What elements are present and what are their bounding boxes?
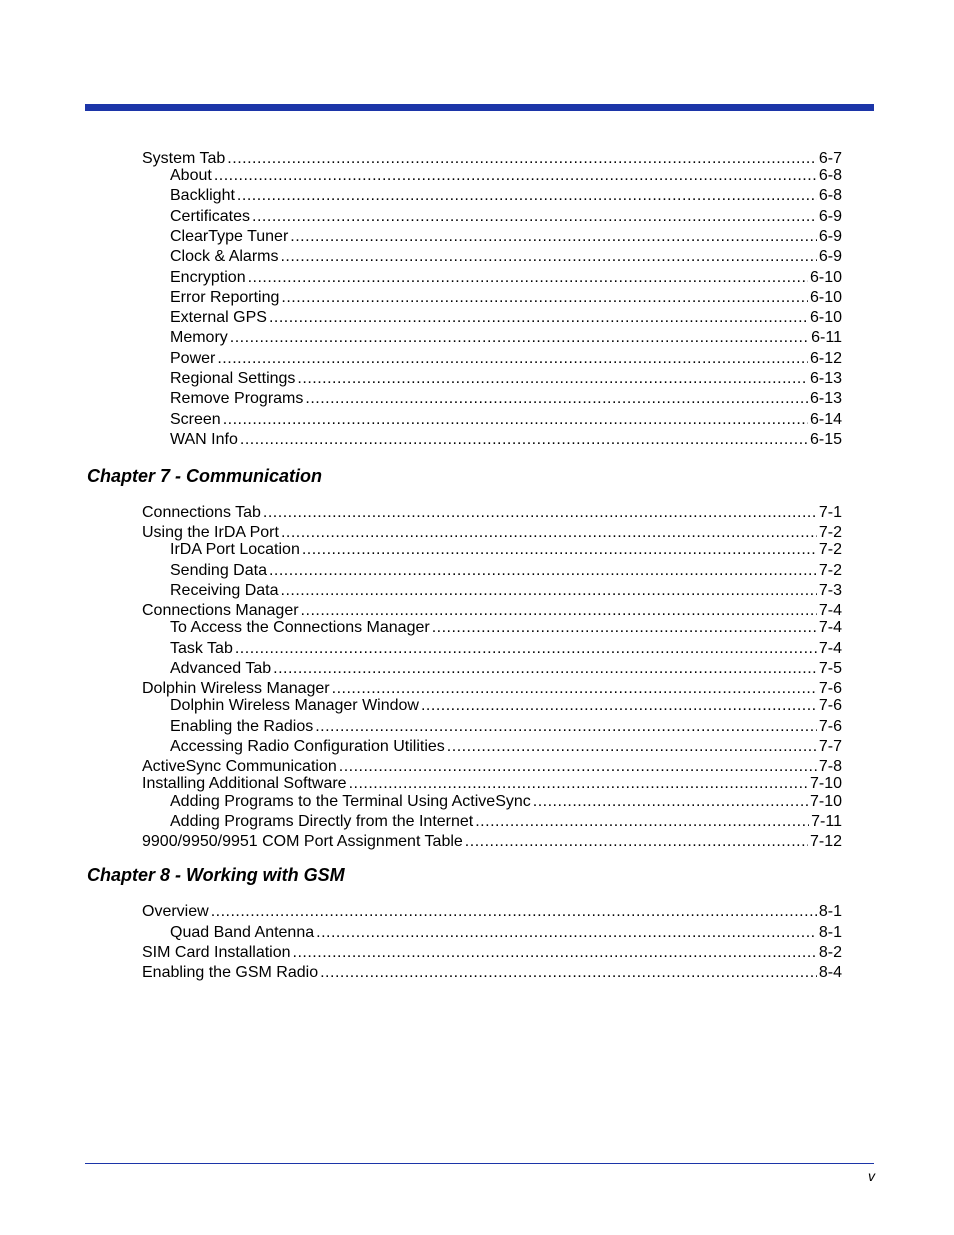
toc-entry[interactable] [170,390,842,408]
toc-entry[interactable] [170,562,842,580]
toc-leader [290,228,817,246]
toc-entry-page: 7-1 [818,504,842,521]
toc-entry-title: Adding Programs Directly from the Internet [170,813,474,830]
toc-leader [230,329,809,347]
toc-entry-page: 7-12 [809,833,842,850]
toc-entry[interactable] [142,903,842,921]
toc-entry-title: Adding Programs to the Terminal Using ActiveSync [170,793,531,810]
toc-entry-page: 7-7 [818,738,842,755]
toc-entry[interactable] [170,269,842,287]
toc-entry-page: 6-9 [818,248,842,265]
toc-entry-page: 7-6 [818,697,842,714]
toc-leader [281,524,817,542]
toc-leader [269,562,817,580]
toc-entry-page: 6-13 [809,370,842,387]
toc-entry-title: About [170,167,212,184]
toc-entry[interactable] [142,944,842,962]
toc-leader [447,738,817,756]
toc-leader [235,640,817,658]
toc-entry[interactable] [142,524,842,542]
toc-entry[interactable] [170,248,842,266]
toc-entry-page: 7-10 [809,775,842,792]
toc-leader [269,309,808,327]
toc-entry-page: 7-4 [818,602,842,619]
toc-entry-page: 7-4 [818,640,842,657]
toc-entry-page: 7-4 [818,619,842,636]
toc-entry-page: 6-7 [818,150,842,167]
toc-leader [248,269,808,287]
toc-entry-page: 6-14 [809,411,842,428]
toc-entry[interactable] [170,660,842,678]
toc-leader [240,431,808,449]
toc-entry-page: 8-2 [818,944,842,961]
toc-entry[interactable] [170,329,842,347]
toc-entry-title: Remove Programs [170,390,304,407]
toc-entry[interactable] [170,541,842,559]
toc-leader [421,697,817,715]
toc-entry-title: Using the IrDA Port [142,524,279,541]
toc-leader [281,582,817,600]
toc-leader [349,775,808,793]
header-rule [85,104,874,111]
toc-entry-title: Screen [170,411,221,428]
toc-leader [316,924,817,942]
toc-entry-title: Overview [142,903,209,920]
toc-entry-page: 7-8 [818,758,842,775]
toc-entry[interactable] [170,619,842,637]
toc-entry[interactable] [142,680,842,698]
toc-entry[interactable] [170,289,842,307]
toc-entry[interactable] [170,718,842,736]
toc-entry-page: 7-6 [818,680,842,697]
toc-entry-title: ActiveSync Communication [142,758,337,775]
toc-leader [315,718,817,736]
toc-entry-page: 8-1 [818,924,842,941]
toc-entry[interactable] [142,150,842,168]
toc-entry-title: Enabling the GSM Radio [142,964,319,981]
toc-entry[interactable] [142,504,842,522]
toc-entry[interactable] [170,228,842,246]
toc-entry-title: Quad Band Antenna [170,924,315,941]
chapter-heading[interactable]: Chapter 7 - Communication [87,466,323,486]
toc-entry-page: 7-6 [818,718,842,735]
toc-entry-title: System Tab [142,150,226,167]
toc-entry-title: To Access the Connections Manager [170,619,430,636]
toc-entry[interactable] [170,411,842,429]
toc-leader [211,903,817,921]
toc-entry[interactable] [170,924,842,942]
toc-leader [301,602,817,620]
toc-entry-page: 6-8 [818,167,842,184]
toc-leader [273,660,817,678]
toc-entry-page: 7-2 [818,562,842,579]
toc-entry-title: 9900/9950/9951 COM Port Assignment Table [142,833,463,850]
toc-leader [217,350,808,368]
toc-leader [237,187,817,205]
chapter-heading[interactable]: Chapter 8 - Working with GSM [87,865,345,885]
toc-entry-page: 7-3 [818,582,842,599]
toc-entry-title: Error Reporting [170,289,280,306]
toc-entry-title: Memory [170,329,228,346]
toc-entry[interactable] [170,738,842,756]
toc-entry[interactable] [170,431,842,449]
toc-leader [332,680,817,698]
toc-entry[interactable] [170,187,842,205]
toc-leader [263,504,817,522]
toc-leader [533,793,808,811]
toc-leader [465,833,808,851]
toc-leader [293,944,817,962]
toc-entry-title: Connections Tab [142,504,261,521]
toc-entry[interactable] [170,697,842,715]
toc-entry-page: 7-10 [809,793,842,810]
toc-entry-title: IrDA Port Location [170,541,300,558]
toc-entry-page: 7-2 [818,541,842,558]
toc-entry-title: Encryption [170,269,246,286]
toc-entry[interactable] [170,167,842,185]
toc-entry-page: 6-12 [809,350,842,367]
toc-entry-title: Accessing Radio Configuration Utilities [170,738,445,755]
toc-entry[interactable] [170,208,842,226]
toc-entry-page: 7-11 [811,813,842,830]
toc-entry[interactable] [142,833,842,851]
toc-entry[interactable] [142,775,842,793]
toc-entry-title: Receiving Data [170,582,279,599]
toc-entry[interactable] [170,309,842,327]
toc-entry-title: Sending Data [170,562,267,579]
toc-entry-title: Power [170,350,216,367]
toc-leader [252,208,817,226]
toc-leader [339,758,817,776]
toc-entry-title: Connections Manager [142,602,299,619]
toc-entry[interactable] [142,964,842,982]
toc-leader [297,370,808,388]
toc-entry[interactable] [170,793,842,811]
footer-rule [85,1163,874,1164]
toc-entry[interactable] [142,602,842,620]
toc-entry-title: Backlight [170,187,235,204]
toc-entry[interactable] [170,640,842,658]
toc-entry-page: 8-1 [818,903,842,920]
toc-entry-page: 6-10 [809,269,842,286]
toc-leader [281,289,808,307]
toc-entry-title: Advanced Tab [170,660,272,677]
toc-entry-page: 6-10 [809,309,842,326]
toc-entry-title: WAN Info [170,431,238,448]
toc-entry-title: External GPS [170,309,267,326]
toc-entry[interactable] [170,582,842,600]
toc-entry-page: 6-13 [809,390,842,407]
toc-entry-title: Enabling the Radios [170,718,314,735]
toc-entry-page: 6-9 [818,208,842,225]
toc-entry-title: Dolphin Wireless Manager Window [170,697,419,714]
toc-entry-page: 7-5 [818,660,842,677]
toc-leader [302,541,817,559]
toc-leader [214,167,817,185]
toc-entry-title: Task Tab [170,640,233,657]
toc-leader [320,964,817,982]
toc-entry[interactable] [142,758,842,776]
toc-entry-title: Dolphin Wireless Manager [142,680,330,697]
toc-entry-title: Certificates [170,208,251,225]
toc-entry-page: 6-10 [809,289,842,306]
toc-entry-title: Installing Additional Software [142,775,347,792]
toc-leader [280,248,816,266]
toc-entry-title: SIM Card Installation [142,944,291,961]
toc-leader [227,150,817,168]
toc-leader [223,411,808,429]
toc-leader [475,813,809,831]
page-number: v [868,1168,875,1184]
toc-entry-page: 6-15 [809,431,842,448]
toc-entry-title: Clock & Alarms [170,248,279,265]
toc-entry-page: 6-8 [818,187,842,204]
toc-entry-title: Regional Settings [170,370,296,387]
toc-entry[interactable] [170,813,842,831]
toc-leader [305,390,808,408]
toc-entry-page: 8-4 [818,964,842,981]
toc-entry-page: 7-2 [818,524,842,541]
toc-entry-page: 6-11 [811,329,842,346]
toc-entry[interactable] [170,370,842,388]
toc-entry[interactable] [170,350,842,368]
toc-entry-page: 6-9 [818,228,842,245]
toc-entry-title: ClearType Tuner [170,228,289,245]
toc-leader [432,619,817,637]
